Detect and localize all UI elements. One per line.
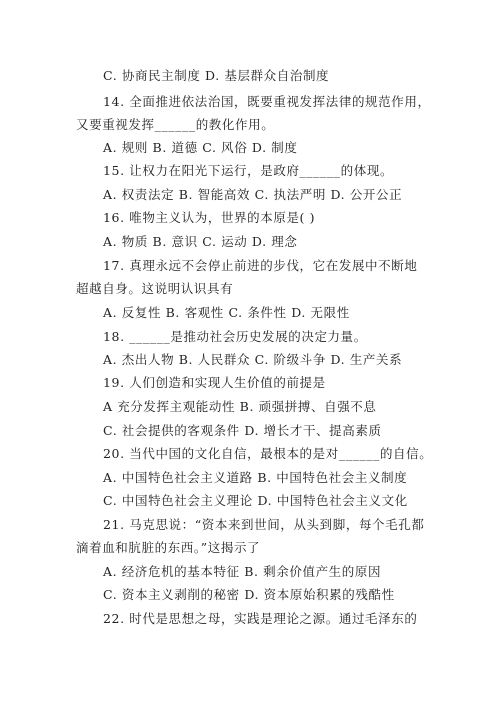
- question-17-stem-cont: 超越自身。这说明认识具有: [76, 281, 234, 296]
- option-line-19-cd: C. 社会提供的客观条件 D. 增长才干、提高素质: [103, 423, 382, 438]
- option-line-19-ab: A 充分发挥主观能动性 B. 顽强拼搏、自强不息: [103, 399, 377, 414]
- question-14-stem: 14. 全面推进依法治国，既要重视发挥法律的规范作用，: [103, 94, 431, 109]
- question-21-stem-cont: 滴着血和肮脏的东西。”这揭示了: [76, 540, 261, 555]
- option-line-15: A. 权责法定 B. 智能高效 C. 执法严明 D. 公开公正: [103, 187, 403, 202]
- question-17-stem: 17. 真理永远不会停止前进的步伐，它在发展中不断地: [103, 258, 418, 273]
- option-line-21-ab: A. 经济危机的基本特征 B. 剩余价值产生的原因: [103, 564, 382, 579]
- option-line-13-cd: C. 协商民主制度 D. 基层群众自治制度: [103, 68, 330, 83]
- question-15-stem: 15. 让权力在阳光下运行，是政府______的体现。: [103, 163, 394, 178]
- option-line-17: A. 反复性 B. 客观性 C. 条件性 D. 无限性: [103, 305, 350, 320]
- question-19-stem: 19. 人们创造和实现人生价值的前提是: [103, 375, 326, 390]
- question-16-stem: 16. 唯物主义认为，世界的本原是( ): [103, 210, 316, 225]
- option-line-21-cd: C. 资本主义剥削的秘密 D. 资本原始积累的残酷性: [103, 587, 395, 602]
- option-line-20-ab: A. 中国特色社会主义道路 B. 中国特色社会主义制度: [103, 470, 408, 485]
- question-22-stem: 22. 时代是思想之母，实践是理论之源。通过毛泽东的: [103, 611, 418, 626]
- option-line-16: A. 物质 B. 意识 C. 运动 D. 理念: [103, 234, 298, 249]
- option-line-20-cd: C. 中国特色社会主义理论 D. 中国特色社会主义文化: [103, 493, 408, 508]
- question-21-stem: 21. 马克思说：“资本来到世间，从头到脚，每个毛孔都: [103, 517, 425, 532]
- option-line-18: A. 杰出人物 B. 人民群众 C. 阶级斗争 D. 生产关系: [103, 352, 403, 367]
- question-14-stem-cont: 又要重视发挥______的教化作用。: [76, 117, 275, 132]
- question-18-stem: 18. ______是推动社会历史发展的决定力量。: [103, 329, 367, 344]
- option-line-14: A. 规则 B. 道德 C. 风俗 D. 制度: [103, 140, 298, 155]
- question-20-stem: 20. 当代中国的文化自信，最根本的是对______的自信。: [103, 446, 433, 461]
